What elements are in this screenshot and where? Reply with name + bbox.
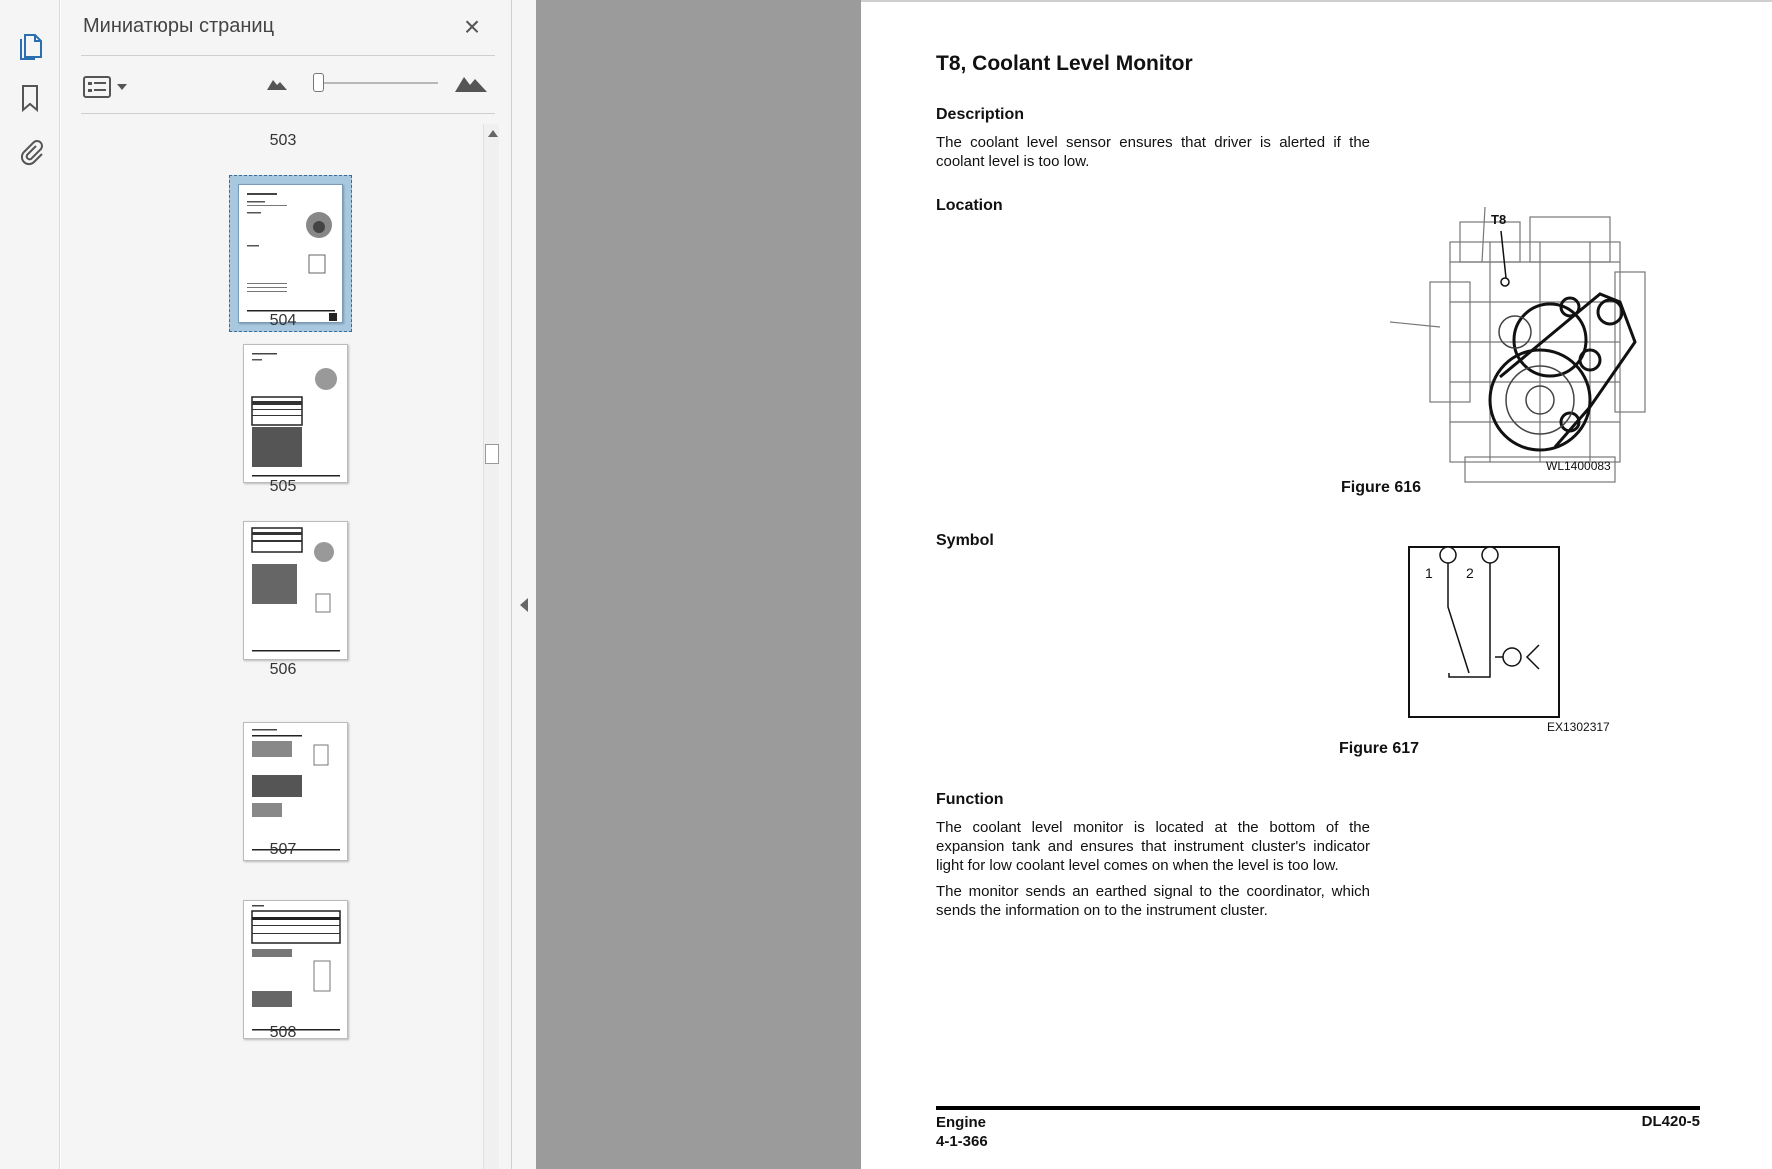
symbol-diagram	[1407, 545, 1562, 723]
thumbnail-list[interactable]	[81, 124, 495, 1169]
function-text: The coolant level monitor is located at the bottom of the expansion tank and ensures that instrument cluster's indicator light for low coolant level comes on when the level is too low.	[936, 819, 1370, 874]
page-number-label: 505	[269, 478, 297, 495]
page-number-label: 504	[269, 312, 297, 329]
thumbnail-size-slider-track[interactable]	[313, 82, 438, 84]
attachment-icon[interactable]	[12, 134, 48, 170]
figure-caption: Figure 616	[1341, 479, 1422, 496]
function-heading: Function	[936, 791, 1004, 808]
page-title: T8, Coolant Level Monitor	[936, 52, 1193, 75]
scroll-up-arrow[interactable]	[488, 130, 498, 137]
figure-callout: T8	[1491, 212, 1507, 227]
pin-label: 1	[1425, 565, 1433, 581]
location-heading: Location	[936, 197, 1003, 214]
list-options-icon	[83, 76, 111, 98]
pin-label: 2	[1466, 565, 1474, 581]
footer-rule	[936, 1106, 1700, 1110]
chevron-down-icon	[117, 84, 127, 90]
bookmark-icon[interactable]	[12, 80, 48, 116]
scrollbar-thumb[interactable]	[485, 444, 499, 464]
thumbnail-size-slider-handle[interactable]	[313, 73, 324, 92]
figure-code: WL1400083	[1546, 459, 1611, 473]
description-text: The coolant level sensor ensures that driver is alerted if the coolant level is too low.	[936, 134, 1370, 170]
left-tool-rail	[0, 0, 60, 1169]
symbol-heading: Symbol	[936, 532, 994, 549]
description-heading: Description	[936, 106, 1025, 123]
document-page	[861, 0, 1772, 1169]
thumbnail-options-button[interactable]	[83, 74, 133, 100]
page-thumbnail[interactable]	[243, 521, 348, 660]
figure-caption: Figure 617	[1339, 740, 1420, 757]
page-thumbnail[interactable]	[238, 184, 343, 323]
page-number-label: 507	[269, 841, 297, 858]
thumbnail-scrollbar[interactable]	[483, 124, 499, 1169]
thumbnails-panel	[61, 0, 512, 1169]
footer-section-name: Engine	[936, 1114, 987, 1131]
close-icon[interactable]: ×	[463, 11, 481, 42]
footer-section	[936, 1113, 988, 1151]
page-number-label: 506	[269, 661, 297, 678]
panel-title: Миниатюры страниц	[83, 15, 275, 37]
divider	[81, 55, 495, 56]
engine-illustration	[1390, 202, 1690, 487]
function-text: The monitor sends an earthed signal to the coordinator, which sends the information on to the instrument cluster.	[936, 883, 1370, 919]
page-thumbnails-icon[interactable]	[12, 28, 48, 64]
page-number-label: 503	[269, 132, 297, 149]
collapse-left-icon	[520, 598, 528, 612]
footer-model: DL420-5	[1641, 1113, 1700, 1130]
page-thumbnail[interactable]	[243, 900, 348, 1039]
divider	[81, 113, 495, 114]
page-number-label: 508	[269, 1024, 297, 1041]
zoom-out-thumbnails-icon[interactable]	[267, 76, 287, 90]
zoom-in-thumbnails-icon[interactable]	[455, 72, 487, 92]
page-thumbnail[interactable]	[243, 344, 348, 483]
figure-code: EX1302317	[1547, 720, 1610, 734]
footer-page-code: 4-1-366	[936, 1133, 988, 1150]
panel-collapse-handle[interactable]	[512, 0, 536, 1169]
document-viewport[interactable]	[536, 0, 1772, 1169]
